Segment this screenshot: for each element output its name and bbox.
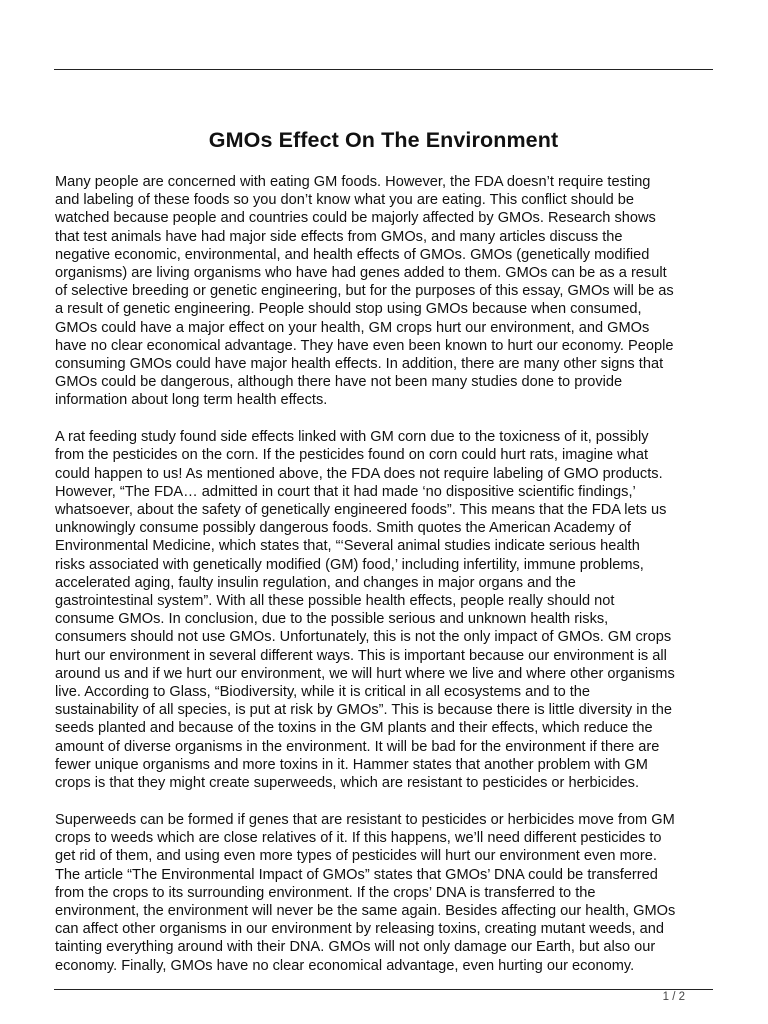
text-line: GMOs could be dangerous, although there have not been many studies done to provide bbox=[55, 374, 623, 391]
text-line: organisms) are living organisms who have had genes added to them. GMOs can be as a result bbox=[55, 265, 667, 282]
text-line: have no clear economical advantage. They have even been known to hurt our economy. People bbox=[55, 337, 674, 354]
text-line: fewer unique organisms and more toxins in it. Hammer states that another problem with GM bbox=[55, 756, 648, 773]
text-line: consume GMOs. In conclusion, due to the possible serious and unknown health risks, bbox=[55, 611, 609, 628]
text-line: consumers should not use GMOs. Unfortunately, this is not the only impact of GMOs. GM crops bbox=[55, 629, 672, 646]
text-line: information about long term health effects. bbox=[55, 392, 328, 409]
text-line: risks associated with genetically modified (GM) food,’ including infertility, immune problems, bbox=[55, 556, 644, 573]
text-line: unknowingly consume possibly dangerous foods. Smith quotes the American Academy of bbox=[55, 520, 631, 537]
paragraph-3 bbox=[55, 811, 715, 975]
text-line: crops to weeds which are close relatives of it. If this happens, we’ll need different pesticides to bbox=[55, 830, 662, 847]
text-line: whatsoever, about the safety of genetically engineered foods”. This means that the FDA lets us bbox=[55, 502, 667, 519]
text-line: The article “The Environmental Impact of GMOs” states that GMOs’ DNA could be transferred bbox=[55, 866, 658, 883]
text-line: amount of diverse organisms in the environment. It will be bad for the environment if there are bbox=[55, 738, 660, 755]
document-title: GMOs Effect On The Environment bbox=[208, 128, 559, 152]
text-line: GMOs could have a major effect on your health, GM crops hurt our environment, and GMOs bbox=[55, 319, 650, 336]
text-line: of selective breeding or genetic engineering, but for the purposes of this essay, GMOs will be as bbox=[55, 283, 674, 300]
text-line: Environmental Medicine, which states that, “‘Several animal studies indicate serious health bbox=[55, 538, 640, 555]
text-line: that test animals have had major side effects from GMOs, and many articles discuss the bbox=[55, 228, 623, 245]
text-line: economy. Finally, GMOs have no clear economical advantage, even hurting our economy. bbox=[55, 957, 635, 974]
text-line: live. According to Glass, “Biodiversity, while it is critical in all ecosystems and to the bbox=[55, 684, 591, 701]
text-line: watched because people and countries could be majorly affected by GMOs. Research shows bbox=[55, 210, 656, 227]
paragraph-2 bbox=[55, 428, 715, 792]
text-line: and labeling of these foods so you don’t know what you are eating. This conflict should be bbox=[55, 192, 634, 209]
page-number: 1 / 2 bbox=[662, 991, 685, 1003]
text-line: sustainability of all species, is put at risk by GMOs”. This is because there is little diversity in the bbox=[55, 702, 672, 719]
text-line: negative economic, environmental, and health effects of GMOs. GMOs (genetically modified bbox=[55, 246, 650, 263]
document-body bbox=[55, 173, 715, 993]
text-line: could happen to us! As mentioned above, the FDA does not require labeling of GMO products. bbox=[55, 465, 663, 482]
text-line: tainting everything around with their DNA. GMOs will not only damage our Earth, but also our bbox=[55, 939, 656, 956]
text-line: hurt our environment in several different ways. This is important because our environment is all bbox=[55, 647, 667, 664]
footer-rule bbox=[54, 989, 713, 990]
text-line: from the pesticides on the corn. If the pesticides found on corn could hurt rats, imagine what bbox=[55, 447, 648, 464]
text-line: get rid of them, and using even more types of pesticides will hurt our environment even more. bbox=[55, 848, 657, 865]
text-line: Many people are concerned with eating GM foods. However, the FDA doesn’t require testing bbox=[55, 174, 651, 190]
text-line: accelerated aging, faulty insulin regulation, and changes in major organs and the bbox=[55, 574, 576, 591]
text-line: around us and if we hurt our environment, we will hurt where we live and where other organisms bbox=[55, 665, 675, 682]
text-line: seeds planted and because of the toxins in the GM plants and their effects, which reduce the bbox=[55, 720, 653, 737]
text-line: a result of genetic engineering. People should stop using GMOs because when consumed, bbox=[55, 301, 642, 318]
paragraph-1 bbox=[55, 173, 715, 410]
text-line: crops is that they might create superweeds, which are resistant to pesticides or herbicides. bbox=[55, 775, 640, 792]
text-line: consuming GMOs could have major health effects. In addition, there are many other signs that bbox=[55, 356, 664, 373]
text-line: from the crops to its surrounding environment. If the crops’ DNA is transferred to the bbox=[55, 884, 596, 901]
text-line: However, “The FDA… admitted in court that it had made ‘no dispositive scientific findings,’ bbox=[55, 483, 636, 500]
text-line: can affect other organisms in our environment by releasing toxins, creating mutant weeds, and bbox=[55, 921, 664, 938]
text-line: Superweeds can be formed if genes that are resistant to pesticides or herbicides move from GM bbox=[55, 811, 675, 828]
header-rule bbox=[54, 69, 713, 70]
text-line: environment, the environment will never be the same again. Besides affecting our health, GMOs bbox=[55, 902, 676, 919]
text-line: A rat feeding study found side effects linked with GM corn due to the toxicness of it, possibly bbox=[55, 429, 649, 446]
text-line: gastrointestinal system”. With all these possible health effects, people really should not bbox=[55, 593, 615, 610]
